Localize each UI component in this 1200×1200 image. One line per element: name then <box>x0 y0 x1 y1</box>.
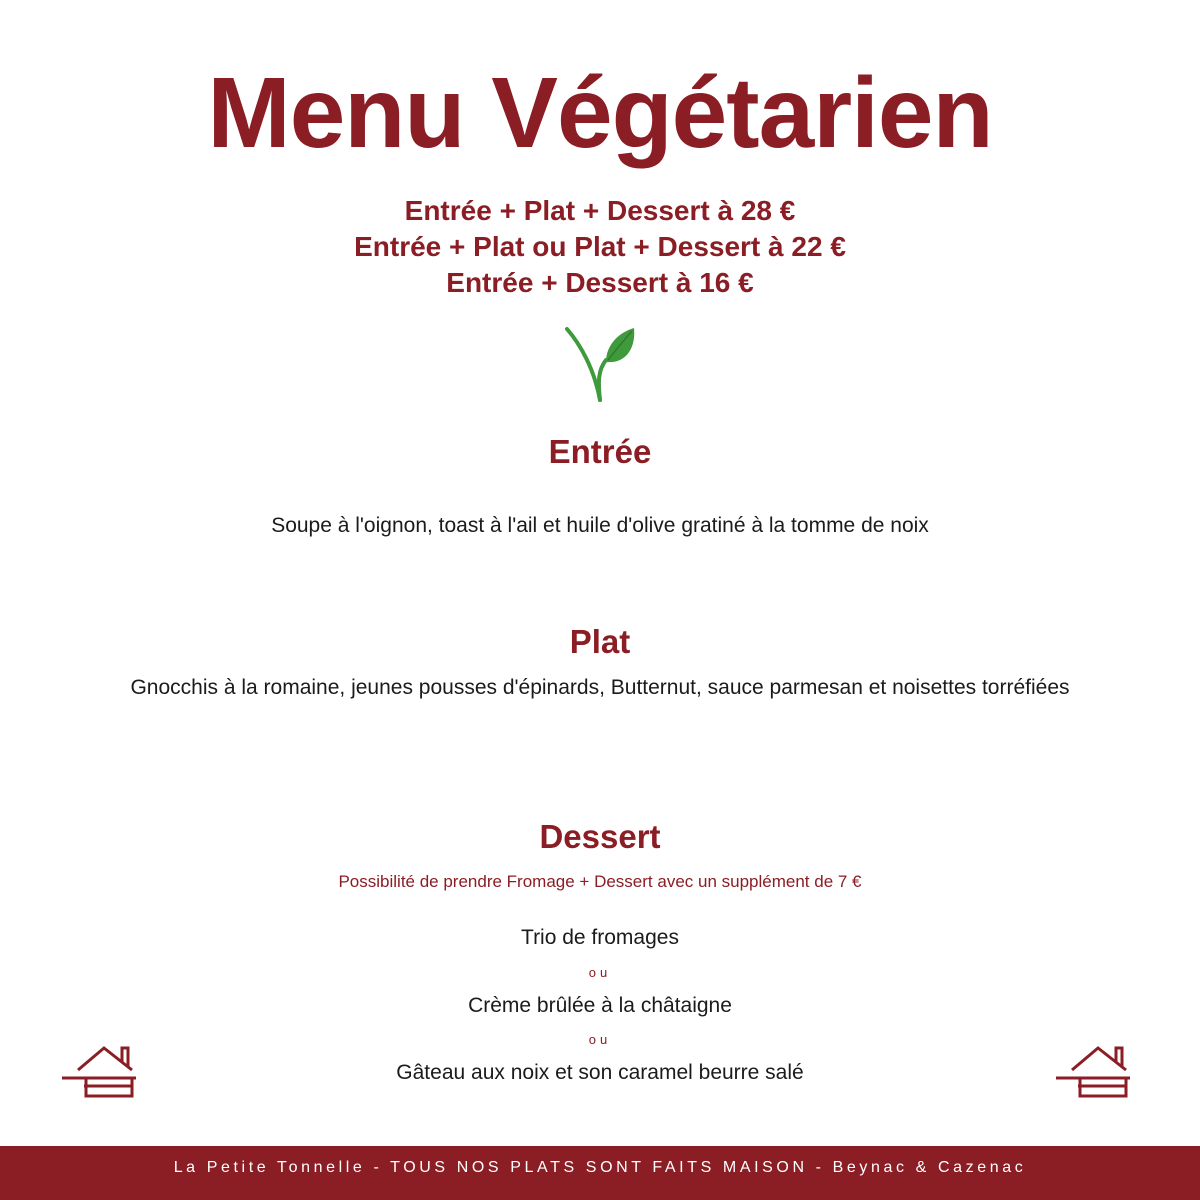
menu-title: Menu Végétarien <box>207 57 993 169</box>
dessert-separator-1: ou <box>588 965 612 980</box>
price-list <box>0 193 1200 301</box>
dessert-option-1: Trio de fromages <box>521 926 679 949</box>
dessert-separator-2: ou <box>588 1032 612 1047</box>
house-icon <box>60 1042 140 1100</box>
price-line-three-courses: Entrée + Plat + Dessert à 28 € <box>404 195 796 226</box>
dessert-supplement-note: Possibilité de prendre Fromage + Dessert avec un supplément de 7 € <box>338 872 862 891</box>
dessert-option-2: Crème brûlée à la châtaigne <box>468 994 732 1017</box>
leaf-icon <box>562 326 638 404</box>
price-line-two-courses: Entrée + Plat ou Plat + Dessert à 22 € <box>354 231 846 262</box>
footer-bar <box>0 1146 1200 1200</box>
dish-entree: Soupe à l'oignon, toast à l'ail et huile d'olive gratiné à la tomme de noix <box>271 514 929 537</box>
dish-plat: Gnocchis à la romaine, jeunes pousses d'épinards, Butternut, sauce parmesan et noisettes torréfiées <box>130 676 1070 699</box>
dessert-option-3: Gâteau aux noix et son caramel beurre salé <box>396 1061 804 1084</box>
price-line-starter-dessert: Entrée + Dessert à 16 € <box>446 267 754 298</box>
section-title-plat: Plat <box>569 623 631 660</box>
footer-text: La Petite Tonnelle - TOUS NOS PLATS SONT FAITS MAISON - Beynac & Cazenac <box>173 1159 1027 1176</box>
house-icon <box>1054 1042 1134 1100</box>
section-title-dessert: Dessert <box>539 818 661 855</box>
section-title-entree: Entrée <box>548 433 652 470</box>
